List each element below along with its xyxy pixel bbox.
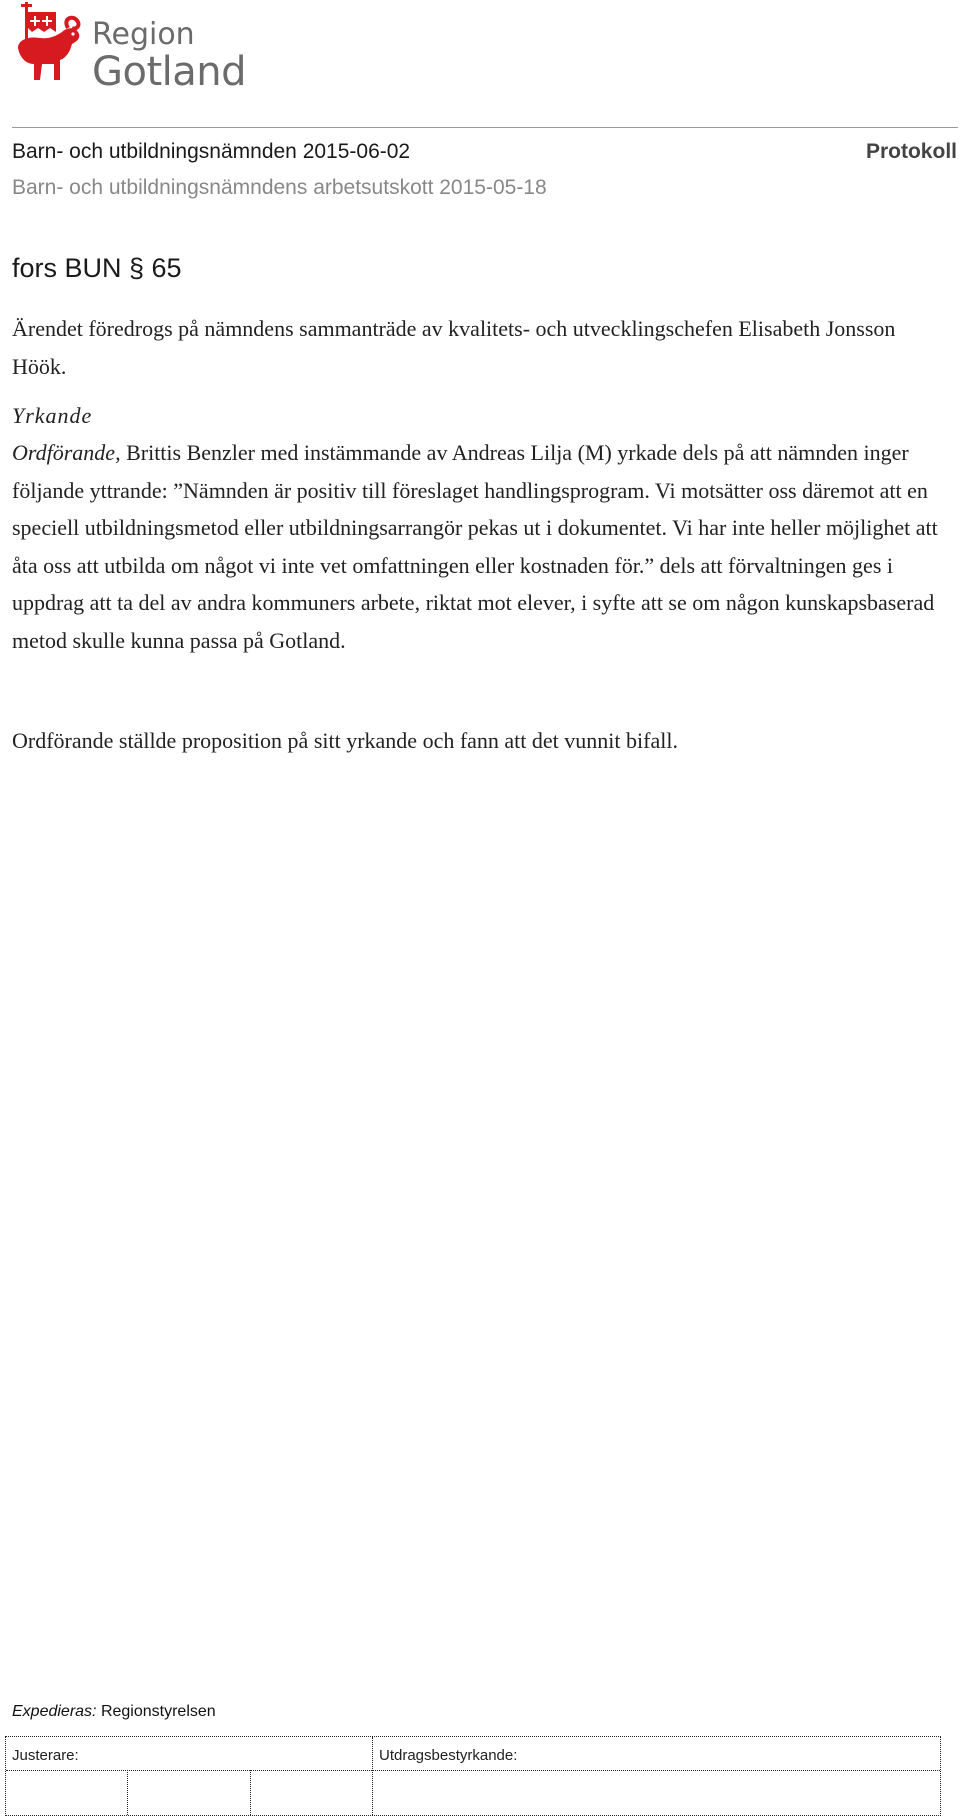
- gotland-ram-icon: [12, 2, 90, 92]
- document-type: Protokoll: [865, 140, 957, 163]
- paragraph-presentation: Ärendet föredrogs på nämndens sammanträde av kvalitets- och utvecklingschefen Elisabeth Jonsson Höök.: [12, 316, 896, 379]
- header-divider: [12, 127, 958, 128]
- signature-cell-divider: [127, 1770, 128, 1815]
- yrkande-lead: Ordförande,: [12, 440, 121, 465]
- paragraph-decision: Ordförande ställde proposition på sitt yrkande och fann att det vunnit bifall.: [12, 728, 678, 753]
- justerare-label: Justerare:: [12, 1747, 79, 1764]
- expedieras-line: [12, 1703, 216, 1721]
- meeting-title: Barn- och utbildningsnämnden 2015-06-02: [12, 140, 411, 163]
- logo-line-1: Region: [92, 17, 195, 52]
- logo-line-2: Gotland: [92, 49, 247, 95]
- signature-row-divider: [6, 1770, 940, 1771]
- paragraph-yrkande: [12, 434, 952, 659]
- expedieras-value: Regionstyrelsen: [96, 1703, 216, 1720]
- signature-column-divider: [372, 1737, 373, 1815]
- section-title: fors BUN § 65: [12, 253, 182, 283]
- signature-cell-divider: [250, 1770, 251, 1815]
- sub-meeting-title: Barn- och utbildningsnämndens arbetsutskott 2015-05-18: [12, 176, 547, 199]
- expedieras-label: Expedieras:: [12, 1703, 97, 1720]
- utdragsbestyrkande-label: Utdragsbestyrkande:: [379, 1747, 518, 1764]
- signature-box: [5, 1736, 941, 1816]
- logo-wordmark: [92, 17, 247, 95]
- yrkande-heading: Yrkande: [12, 403, 93, 428]
- yrkande-text: Brittis Benzler med instämmande av Andreas Lilja (M) yrkade dels på att nämnden inger följande yttrande: ”Nämnden är positiv till föreslaget handlingsprogram. Vi motsätter oss däremot att en speciell utbildningsmetod eller utbildningsarrangör pekas ut i dokumentet. Vi har inte heller möjlighet att åta oss att utbilda om något vi inte vet omfattningen eller kostnaden för.” dels att förvaltningen ges i uppdrag att ta del av andra kommuners arbete, riktat mot elever, i syfte att se om någon kunskapsbaserad metod skulle kunna passa på Gotland.: [12, 440, 938, 653]
- region-gotland-logo: [12, 2, 247, 95]
